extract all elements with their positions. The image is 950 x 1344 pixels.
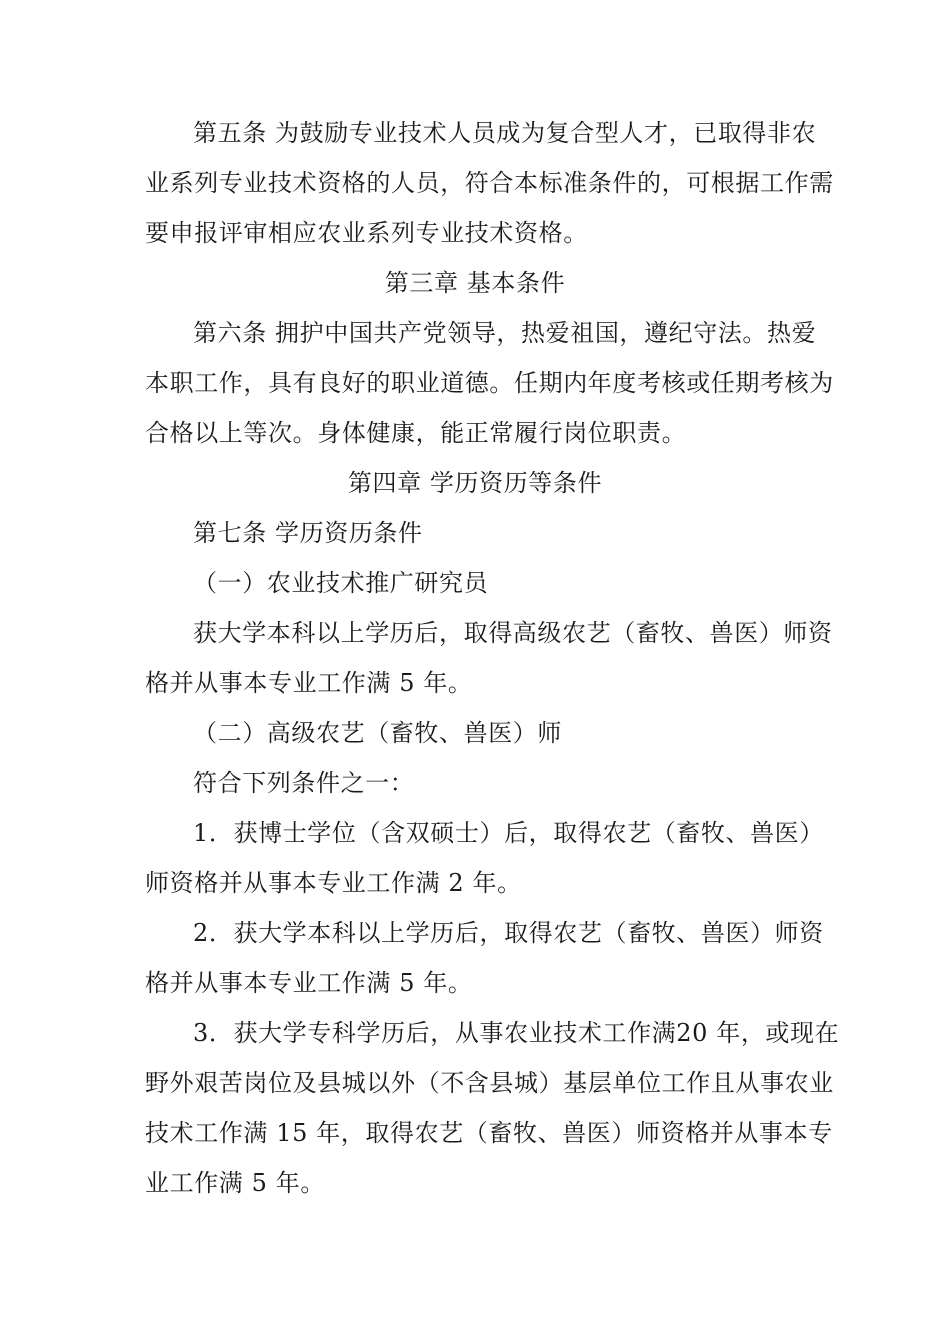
article-6-line-2: 本职工作，具有良好的职业道德。任期内年度考核或任期考核为 <box>145 369 834 397</box>
article-5-line-1: 第五条 为鼓励专业技术人员成为复合型人才，已取得非农 <box>193 119 817 147</box>
article-6-line-1: 第六条 拥护中国共产党领导，热爱祖国，遵纪守法。热爱 <box>193 319 817 347</box>
article-5-line-2: 业系列专业技术资格的人员，符合本标准条件的，可根据工作需 <box>145 169 834 197</box>
item-3-line-2: 野外艰苦岗位及县城以外（不含县城）基层单位工作且从事农业 <box>145 1069 834 1097</box>
item-2-line-2: 格并从事本专业工作满 5 年。 <box>145 969 473 997</box>
chapter-4-heading: 第四章 学历资历等条件 <box>347 469 603 497</box>
item-2-line-1: 2．获大学本科以上学历后，取得农艺（畜牧、兽医）师资 <box>193 919 824 947</box>
item-3-line-4: 业工作满 5 年。 <box>145 1169 325 1197</box>
section-1-line-2: 格并从事本专业工作满 5 年。 <box>145 669 473 697</box>
item-3-line-3: 技术工作满 15 年，取得农艺（畜牧、兽医）师资格并从事本专 <box>145 1119 833 1147</box>
item-3-line-1: 3．获大学专科学历后，从事农业技术工作满20 年，或现在 <box>193 1019 840 1047</box>
item-1-line-1: 1．获博士学位（含双硕士）后，取得农艺（畜牧、兽医） <box>193 819 824 847</box>
item-1-line-2: 师资格并从事本专业工作满 2 年。 <box>145 869 522 897</box>
section-2-intro: 符合下列条件之一： <box>193 769 415 797</box>
section-1-title: （一）农业技术推广研究员 <box>193 569 489 597</box>
section-1-line-1: 获大学本科以上学历后，取得高级农艺（畜牧、兽医）师资 <box>193 619 833 647</box>
article-6-line-3: 合格以上等次。身体健康，能正常履行岗位职责。 <box>145 419 687 447</box>
article-7-title: 第七条 学历资历条件 <box>193 519 423 547</box>
section-2-title: （二）高级农艺（畜牧、兽医）师 <box>193 719 562 747</box>
article-5-line-3: 要申报评审相应农业系列专业技术资格。 <box>145 219 588 247</box>
chapter-3-heading: 第三章 基本条件 <box>384 269 566 297</box>
